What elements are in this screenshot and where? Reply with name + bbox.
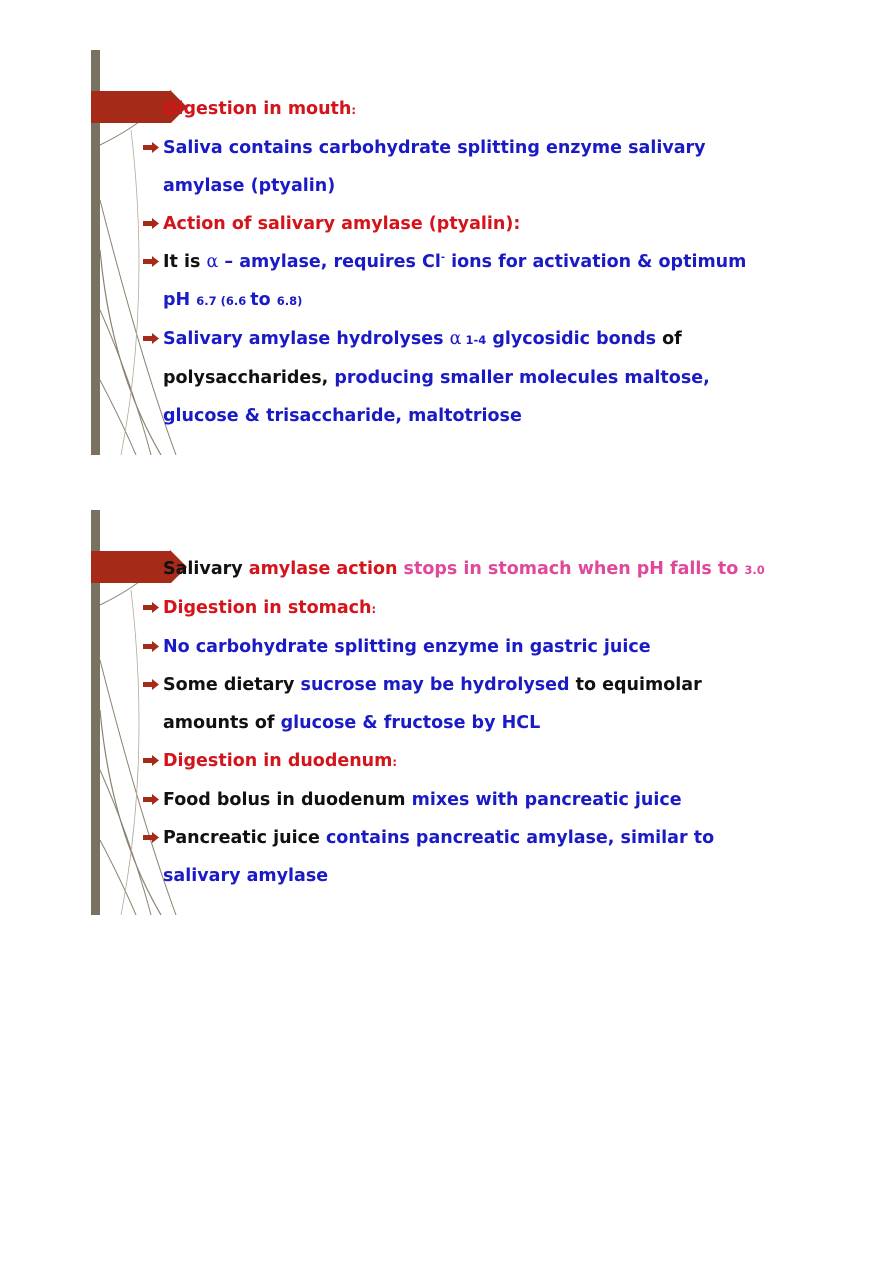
text-segment: salivary amylase	[163, 866, 329, 886]
bullet-arrow-icon	[143, 794, 159, 805]
text-segment: -	[440, 252, 446, 264]
text-segment: Saliva contains carbohydrate splitting enzyme salivary	[163, 138, 706, 158]
bullet-line	[139, 819, 811, 857]
continuation-line	[139, 281, 811, 320]
bullet-line	[139, 781, 811, 819]
text-segment: producing smaller molecules maltose,	[334, 368, 710, 388]
text-segment: α	[449, 329, 462, 349]
bullet-line	[139, 320, 811, 359]
bullet-arrow-icon	[143, 602, 159, 613]
text-segment: 1-4	[461, 333, 487, 347]
bullet-line	[139, 666, 811, 704]
text-segment: to	[250, 290, 277, 310]
text-segment: stops in stomach when pH falls to	[403, 559, 745, 579]
bullet-arrow-icon	[143, 641, 159, 652]
text-segment: contains pancreatic amylase, similar to	[325, 828, 715, 848]
text-segment: amylase	[163, 176, 251, 196]
text-segment: It is	[163, 252, 207, 272]
continuation-line	[139, 397, 811, 435]
text-segment: α	[206, 252, 219, 272]
text-segment: amounts of	[163, 713, 281, 733]
text-segment: :	[351, 103, 356, 117]
continuation-line	[139, 704, 811, 742]
heading-line	[139, 90, 811, 129]
bullet-arrow-icon	[143, 256, 159, 267]
slide-digestion-in-stomach-duodenum	[91, 510, 811, 915]
text-segment: – amylase, requires Cl	[218, 252, 441, 272]
text-segment: polysaccharides,	[163, 368, 335, 388]
text-segment: Salivary amylase hydrolyses	[163, 329, 450, 349]
bullet-arrow-icon	[143, 755, 159, 766]
text-segment: Action of salivary amylase	[163, 214, 429, 234]
slide-digestion-in-mouth	[91, 50, 811, 455]
text-segment: Some dietary	[163, 675, 301, 695]
bullet-arrow-icon	[143, 333, 159, 344]
bullet-line	[139, 589, 811, 628]
continuation-line	[139, 167, 811, 205]
text-segment: Digestion in duodenum	[163, 751, 393, 771]
slide-2-content	[163, 550, 811, 895]
text-segment: :	[371, 602, 377, 616]
bullet-arrow-icon	[143, 679, 159, 690]
text-segment: glucose & fructose by HCL	[280, 713, 541, 733]
text-segment: mixes with pancreatic juice	[411, 790, 682, 810]
text-segment: 6.8)	[276, 294, 303, 308]
text-segment: :	[392, 755, 397, 769]
bullet-line	[139, 129, 811, 167]
text-segment: 3.0	[744, 563, 765, 577]
text-segment: sucrose may be hydrolysed	[300, 675, 576, 695]
text-segment: (ptyalin)	[250, 176, 336, 196]
slide-1-content	[163, 90, 811, 435]
text-segment: pH	[163, 290, 197, 310]
text-segment: No carbohydrate splitting enzyme in gastric juice	[163, 637, 651, 657]
text-segment: amylase action	[248, 559, 404, 579]
text-segment: Pancreatic juice	[163, 828, 326, 848]
bullet-line	[139, 742, 811, 781]
text-segment: to equimolar	[575, 675, 702, 695]
text-segment: Digestion in stomach	[163, 598, 372, 618]
continuation-line	[139, 857, 811, 895]
text-segment: glycosidic bonds	[486, 329, 663, 349]
bullet-line	[139, 243, 811, 281]
text-segment: Digestion in mouth	[163, 99, 352, 119]
text-segment: (ptyalin):	[428, 214, 521, 234]
bullet-line	[139, 628, 811, 666]
bullet-arrow-icon	[143, 832, 159, 843]
text-segment: of	[662, 329, 682, 349]
heading-line	[139, 550, 811, 589]
text-segment: 6.7 (6.6	[196, 294, 251, 308]
text-segment: ions for activation & optimum	[445, 252, 747, 272]
bullet-line	[139, 205, 811, 243]
text-segment: glucose & trisaccharide, maltotriose	[163, 406, 522, 426]
bullet-arrow-icon	[143, 218, 159, 229]
bullet-arrow-icon	[143, 142, 159, 153]
text-segment: Food bolus in duodenum	[163, 790, 412, 810]
text-segment: Salivary	[163, 559, 249, 579]
continuation-line	[139, 359, 811, 397]
